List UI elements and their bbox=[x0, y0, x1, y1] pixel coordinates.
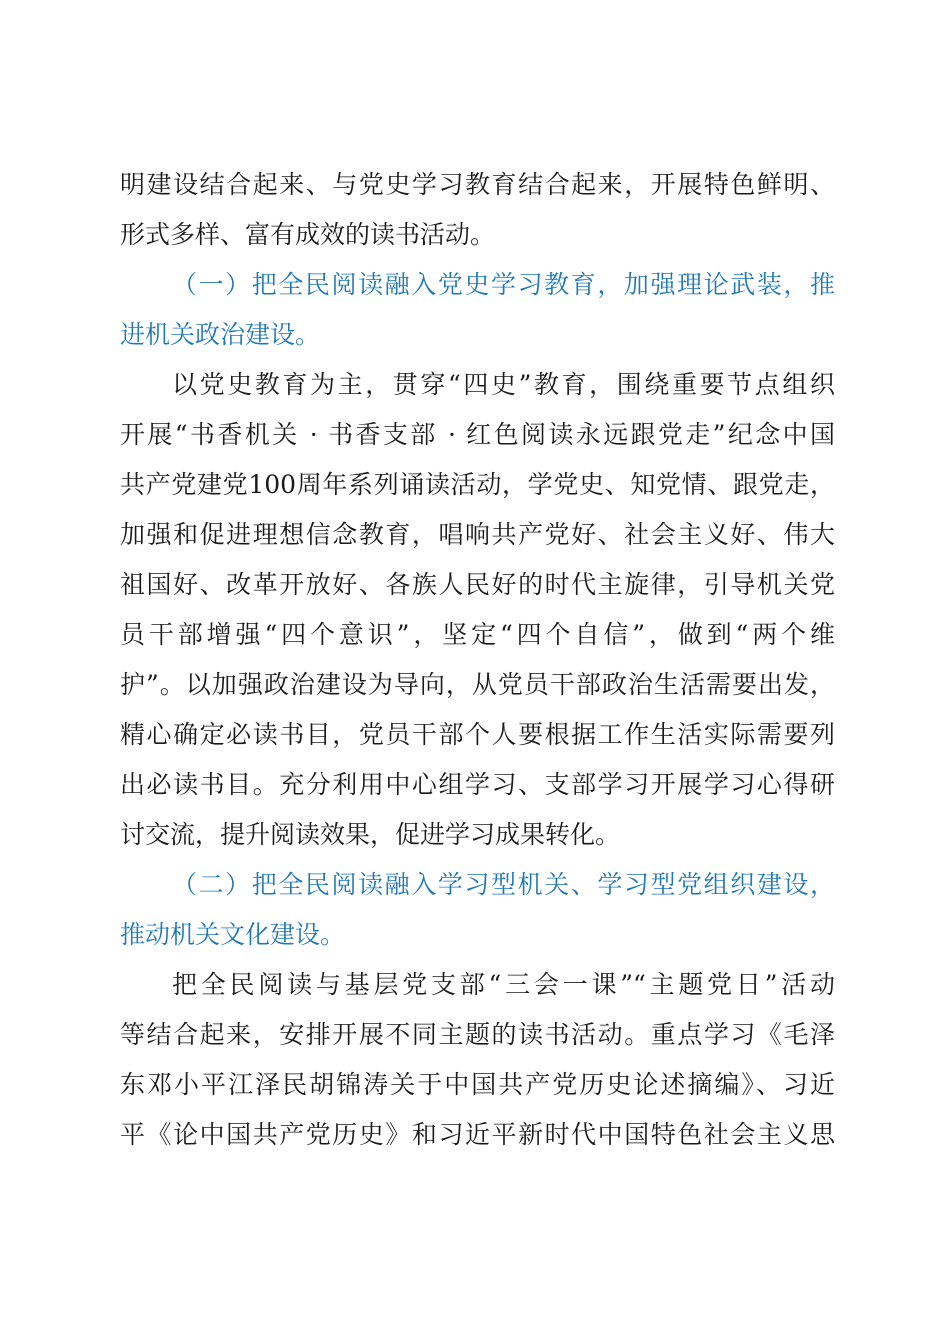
section-heading-2-cont: 推动机关文化建设。 bbox=[120, 920, 346, 949]
paragraph-line: 平《论中国共产党历史》和习近平新时代中国特色社会主义思 bbox=[120, 1120, 835, 1149]
paragraph-line: 把全民阅读与基层党支部“三会一课”“主题党日”活动 bbox=[172, 970, 835, 999]
section-heading-1-cont: 进机关政治建设。 bbox=[120, 320, 321, 349]
paragraph-line: 开展“书香机关 · 书香支部 · 红色阅读永远跟党走”纪念中国 bbox=[120, 420, 835, 449]
paragraph-line: 加强和促进理想信念教育，唱响共产党好、社会主义好、伟大 bbox=[120, 520, 835, 549]
section-heading-2: （二）把全民阅读融入学习型机关、学习型党组织建设， bbox=[172, 870, 835, 899]
section-heading-1: （一）把全民阅读融入党史学习教育，加强理论武装，推 bbox=[172, 270, 835, 299]
paragraph-line: 共产党建党100周年系列诵读活动，学党史、知党情、跟党走， bbox=[120, 470, 835, 499]
paragraph-line: 以党史教育为主，贯穿“四史”教育，围绕重要节点组织 bbox=[172, 370, 835, 399]
paragraph-line: 明建设结合起来、与党史学习教育结合起来，开展特色鲜明、 bbox=[120, 170, 835, 199]
paragraph-line: 员干部增强“四个意识”，坚定“四个自信”，做到“两个维 bbox=[120, 620, 835, 649]
paragraph-line: 东邓小平江泽民胡锦涛关于中国共产党历史论述摘编》、习近 bbox=[120, 1070, 835, 1099]
paragraph-line: 精心确定必读书目，党员干部个人要根据工作生活实际需要列 bbox=[120, 720, 835, 749]
paragraph-line: 祖国好、改革开放好、各族人民好的时代主旋律，引导机关党 bbox=[120, 570, 835, 599]
paragraph-line: 护”。以加强政治建设为导向，从党员干部政治生活需要出发， bbox=[120, 670, 835, 699]
paragraph-line: 等结合起来，安排开展不同主题的读书活动。重点学习《毛泽 bbox=[120, 1020, 835, 1049]
paragraph-line: 出必读书目。充分利用中心组学习、支部学习开展学习心得研 bbox=[120, 770, 835, 799]
paragraph-line: 讨交流，提升阅读效果，促进学习成果转化。 bbox=[120, 820, 621, 849]
paragraph-line: 形式多样、富有成效的读书活动。 bbox=[120, 220, 496, 249]
